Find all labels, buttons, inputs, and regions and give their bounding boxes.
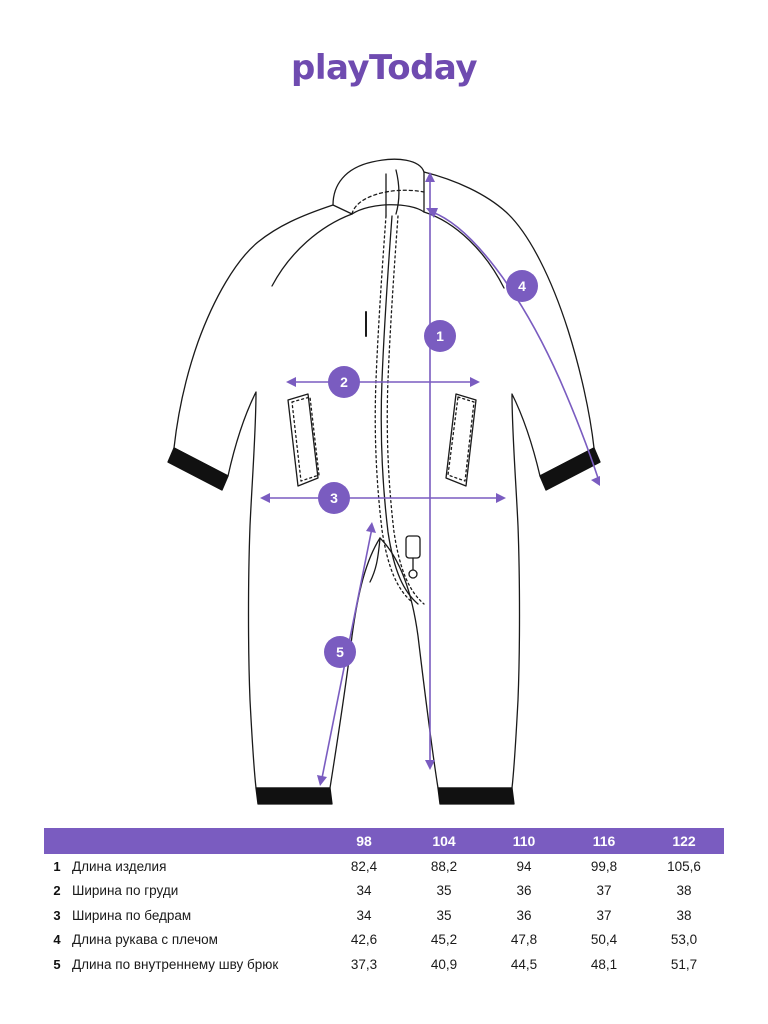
table-row <box>44 952 724 977</box>
measure-badge-2: 2 <box>328 366 360 398</box>
row-value: 42,6 <box>350 932 378 948</box>
row-value: 34 <box>356 907 372 923</box>
row-value: 44,5 <box>510 956 538 972</box>
table-row <box>44 903 724 928</box>
row-value: 51,7 <box>670 956 698 972</box>
header-size-104: 104 <box>404 828 484 854</box>
size-table-head <box>44 828 724 854</box>
size-table-wrapper <box>44 828 724 977</box>
row-index: 4 <box>53 932 61 948</box>
row-value: 38 <box>676 883 692 899</box>
row-value: 105,6 <box>667 858 701 874</box>
row-value: 88,2 <box>430 858 458 874</box>
row-index: 2 <box>53 883 61 899</box>
header-size-98: 98 <box>324 828 404 854</box>
row-value: 82,4 <box>350 858 378 874</box>
header-size-110: 110 <box>484 828 564 854</box>
row-index: 5 <box>53 956 61 972</box>
garment-illustration <box>0 130 768 820</box>
row-label: Ширина по бедрам <box>72 907 192 923</box>
header-blank <box>44 828 324 854</box>
table-row <box>44 854 724 879</box>
table-row <box>44 879 724 904</box>
garment-svg <box>0 130 768 820</box>
row-label: Ширина по груди <box>72 883 179 899</box>
measure-badge-3: 3 <box>318 482 350 514</box>
table-row <box>44 928 724 953</box>
row-value: 48,1 <box>590 956 618 972</box>
size-table <box>44 828 724 977</box>
row-value: 35 <box>436 907 452 923</box>
row-index: 1 <box>53 858 61 874</box>
row-value: 47,8 <box>510 932 538 948</box>
row-value: 37 <box>596 883 612 899</box>
row-label: Длина рукава с плечом <box>72 932 218 948</box>
row-value: 53,0 <box>670 932 698 948</box>
row-value: 40,9 <box>430 956 458 972</box>
size-table-header-row <box>44 828 724 854</box>
brand-logo-text: playToday <box>291 48 477 88</box>
row-value: 94 <box>516 858 532 874</box>
row-value: 50,4 <box>590 932 618 948</box>
row-value: 37,3 <box>350 956 378 972</box>
row-value: 38 <box>676 907 692 923</box>
row-value: 36 <box>516 883 532 899</box>
row-label: Длина изделия <box>72 858 167 874</box>
row-value: 35 <box>436 883 452 899</box>
header-size-116: 116 <box>564 828 644 854</box>
measure-badge-4: 4 <box>506 270 538 302</box>
size-table-body <box>44 854 724 977</box>
row-value: 37 <box>596 907 612 923</box>
header-size-122: 122 <box>644 828 724 854</box>
row-index: 3 <box>53 907 61 923</box>
measure-badge-5: 5 <box>324 636 356 668</box>
row-value: 34 <box>356 883 372 899</box>
row-value: 99,8 <box>590 858 618 874</box>
measure-badge-1: 1 <box>424 320 456 352</box>
row-value: 45,2 <box>430 932 458 948</box>
row-label: Длина по внутреннему шву брюк <box>72 956 279 972</box>
row-value: 36 <box>516 907 532 923</box>
brand-logo <box>0 48 768 88</box>
